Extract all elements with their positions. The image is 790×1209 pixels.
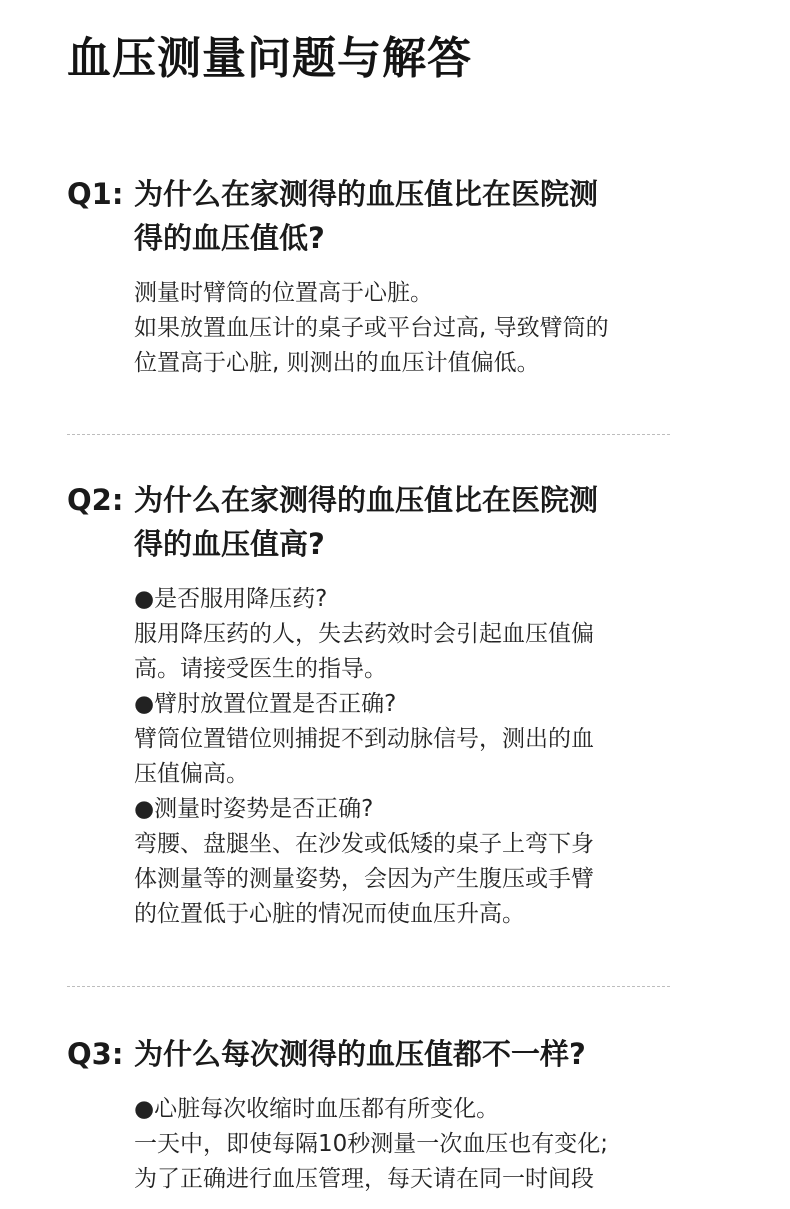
answer-line: 臂筒位置错位则捕捉不到动脉信号，测出的血 <box>134 726 594 752</box>
answer-line: 服用降压药的人，失去药效时会引起血压值偏 <box>134 621 594 647</box>
question-line: 为什么在家测得的血压值比在医院测 <box>134 483 599 517</box>
question-label: Q3: <box>67 1037 124 1071</box>
answer-line: 高。请接受医生的指导。 <box>134 656 387 682</box>
question-line: 得的血压值低? <box>134 221 325 255</box>
answer-line: 测量时臂筒的位置高于心脏。 <box>134 280 433 306</box>
question-row <box>67 478 672 566</box>
page-title: 血压测量问题与解答 <box>67 33 472 84</box>
answer-line: 弯腰、盘腿坐、在沙发或低矮的桌子上弯下身 <box>134 831 594 857</box>
question-row <box>67 172 672 260</box>
answer-line: 一天中，即使每隔10秒测量一次血压也有变化; <box>134 1131 609 1157</box>
qa-item-3 <box>67 1032 672 1197</box>
divider <box>67 986 670 987</box>
answer-line: ●心脏每次收缩时血压都有所变化。 <box>134 1096 500 1122</box>
qa-item-2 <box>67 478 672 932</box>
answer-text <box>134 276 672 381</box>
question-label: Q2: <box>67 483 124 517</box>
answer-line: 位置高于心脏, 则测出的血压计值偏低。 <box>134 350 540 376</box>
question-row <box>67 1032 672 1076</box>
answer-line: ●测量时姿势是否正确? <box>134 796 374 822</box>
answer-line: ●臂肘放置位置是否正确? <box>134 691 397 717</box>
question-line: 得的血压值高? <box>134 527 325 561</box>
answer-line: 压值偏高。 <box>134 761 249 787</box>
question-text <box>134 478 672 566</box>
question-label: Q1: <box>67 177 124 211</box>
answer-line: 体测量等的测量姿势，会因为产生腹压或手臂 <box>134 866 594 892</box>
answer-line: ●是否服用降压药? <box>134 586 328 612</box>
question-text <box>134 1032 672 1076</box>
qa-item-1 <box>67 172 672 381</box>
answer-text <box>134 1092 672 1197</box>
question-line: 为什么在家测得的血压值比在医院测 <box>134 177 599 211</box>
answer-text <box>134 582 672 932</box>
answer-line: 为了正确进行血压管理，每天请在同一时间段 <box>134 1166 594 1192</box>
divider <box>67 434 670 435</box>
question-text <box>134 172 672 260</box>
question-line: 为什么每次测得的血压值都不一样? <box>134 1037 586 1071</box>
answer-line: 的位置低于心脏的情况而使血压升高。 <box>134 901 525 927</box>
answer-line: 如果放置血压计的桌子或平台过高, 导致臂筒的 <box>134 315 609 341</box>
